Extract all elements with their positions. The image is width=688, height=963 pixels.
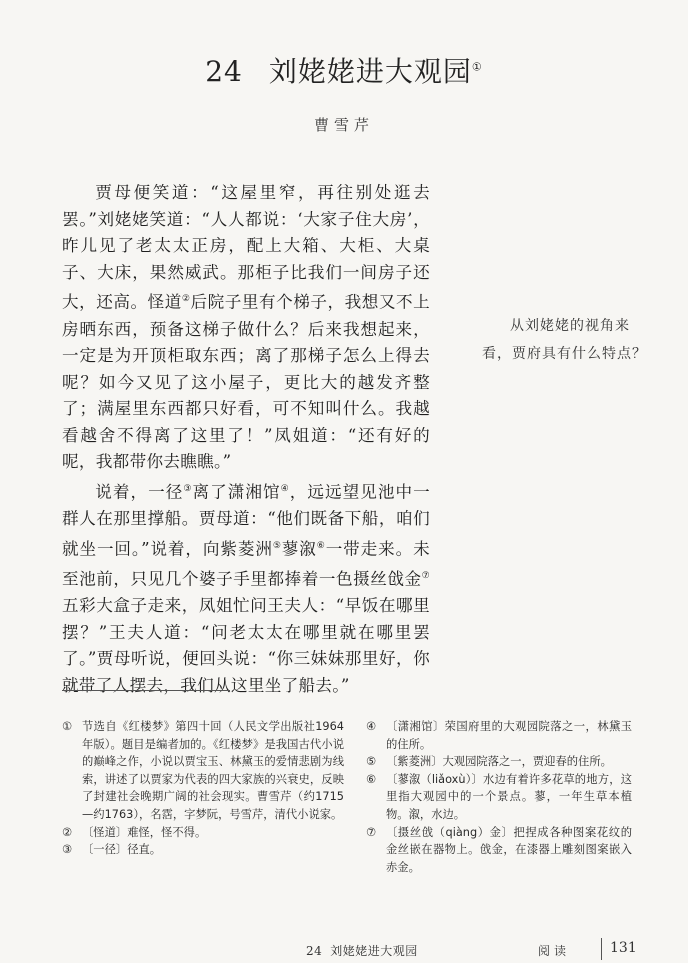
lesson-number: 24 — [205, 55, 243, 88]
footnote-divider — [62, 690, 230, 691]
footnote-text: 〔摄丝戗（qiàng）金〕把捏成各种图案花纹的金丝嵌在器物上。戗金，在漆器上雕刻图案嵌入赤金。 — [386, 825, 632, 874]
footnote-number: ④ — [366, 720, 377, 733]
footnote-marker: ② — [181, 294, 191, 305]
footnote-number: ⑤ — [366, 755, 377, 769]
footnote — [62, 824, 344, 842]
footer-lesson-number: 24 — [306, 944, 323, 958]
text-run: 说着，一径 — [95, 482, 184, 502]
footnote — [62, 718, 344, 824]
footer-lesson-title: 刘姥姥进大观园 — [330, 944, 418, 958]
footnote — [366, 771, 632, 824]
text-run: 蓼溆 — [281, 539, 317, 559]
footnote-marker: ④ — [280, 484, 290, 495]
footnote-marker: ⑤ — [272, 540, 282, 551]
footnote-number: ③ — [62, 843, 73, 857]
paragraph-2 — [62, 476, 430, 699]
lesson-title — [0, 50, 688, 90]
footnotes-right-column — [366, 718, 632, 876]
main-text — [62, 180, 430, 699]
footnote — [366, 824, 632, 877]
footnotes-left-column — [62, 718, 344, 859]
footnote-number: ② — [62, 825, 73, 839]
footnote-text: 〔一径〕径直。 — [82, 843, 162, 857]
footnote — [62, 841, 344, 859]
footnote-marker: ③ — [183, 484, 193, 495]
margin-question: 从刘姥姥的视角来看，贾府具有什么特点？ — [482, 318, 647, 362]
page-number: 131 — [610, 940, 637, 956]
footnote-text: 节选自《红楼梦》第四十回（人民文学出版社1964年版）。题目是编者加的。《红楼梦》是我国古代小说的巅峰之作，小说以贾宝玉、林黛玉的爱情悲剧为线索，讲述了以贾家为代表的四大家族的兴衰史，反映了封建社会晚期广阔的社会现实。曹雪芹（约1715—约1763），名霑，字梦阮，号雪芹，清代小说家。 — [82, 720, 344, 821]
text-run: 五彩大盒子走来，凤姐忙问王夫人：“早饭在哪里摆？”王夫人道：“问老太太在哪里就在哪里罢了。”贾母听说，便回头说：“你三妹妹那里好，你就带了人摆去，我们从这里坐了船去。” — [62, 596, 430, 695]
text-run: ，远远望见池中一群人在那里撑船。贾母道：“他们既备下船，咱们就坐一回。”说着，向紫菱洲 — [62, 482, 431, 559]
footnote-marker: ⑥ — [316, 540, 326, 551]
text-run: 贾母便笑道：“这屋里窄，再往别处逛去罢。”刘姥姥笑道：“人人都说：‘大家子住大房’，昨儿见了老太太正房，配上大箱、大柜、大桌子、大床，果然威武。那柜子比我们一间房子还大，还高。怪道 — [62, 183, 430, 312]
text-run: 后院子里有个梯子，我想又不上房晒东西，预备这梯子做什么？后来我想起来，一定是为开顶柜取东西；离了那梯子怎么上得去呢？如今又见了这小屋子，更比大的越发齐整了；满屋里东西都只好看，可不知叫什么。我越看越舍不得离了这里了！”凤姐道：“还有好的呢，我都带你去瞧瞧。” — [62, 292, 430, 472]
footnote-number: ⑥ — [366, 772, 377, 786]
footnote-text: 〔蓼溆（liǎoxù）〕水边有着许多花草的地方，这里指大观园中的一个景点。蓼，一年生草本植物。溆，水边。 — [386, 772, 632, 821]
footer-separator — [601, 938, 602, 960]
author-name: 曹雪芹 — [313, 116, 374, 134]
footnote-number: ⑦ — [366, 825, 377, 839]
title-footnote-marker: ① — [471, 60, 483, 74]
footnote — [366, 718, 632, 753]
footnote-number: ① — [62, 720, 73, 733]
footer-section-label: 阅读 — [538, 944, 571, 958]
paragraph-1 — [62, 180, 430, 476]
lesson-title-text: 刘姥姥进大观园 — [268, 55, 472, 88]
footnote-marker: ⑦ — [421, 570, 430, 581]
running-footer — [306, 942, 418, 959]
text-run: 离了潇湘馆 — [192, 482, 281, 502]
footnote-text: 〔紫菱洲〕大观园院落之一，贾迎春的住所。 — [386, 755, 612, 769]
footnote-text: 〔怪道〕难怪，怪不得。 — [82, 825, 207, 839]
footnote-text: 〔潇湘馆〕荣国府里的大观园院落之一，林黛玉的住所。 — [386, 720, 632, 751]
footnote — [366, 753, 632, 771]
text-run: 一带走来。未至池前，只见几个婆子手里都捧着一色摄丝戗金 — [62, 539, 430, 589]
